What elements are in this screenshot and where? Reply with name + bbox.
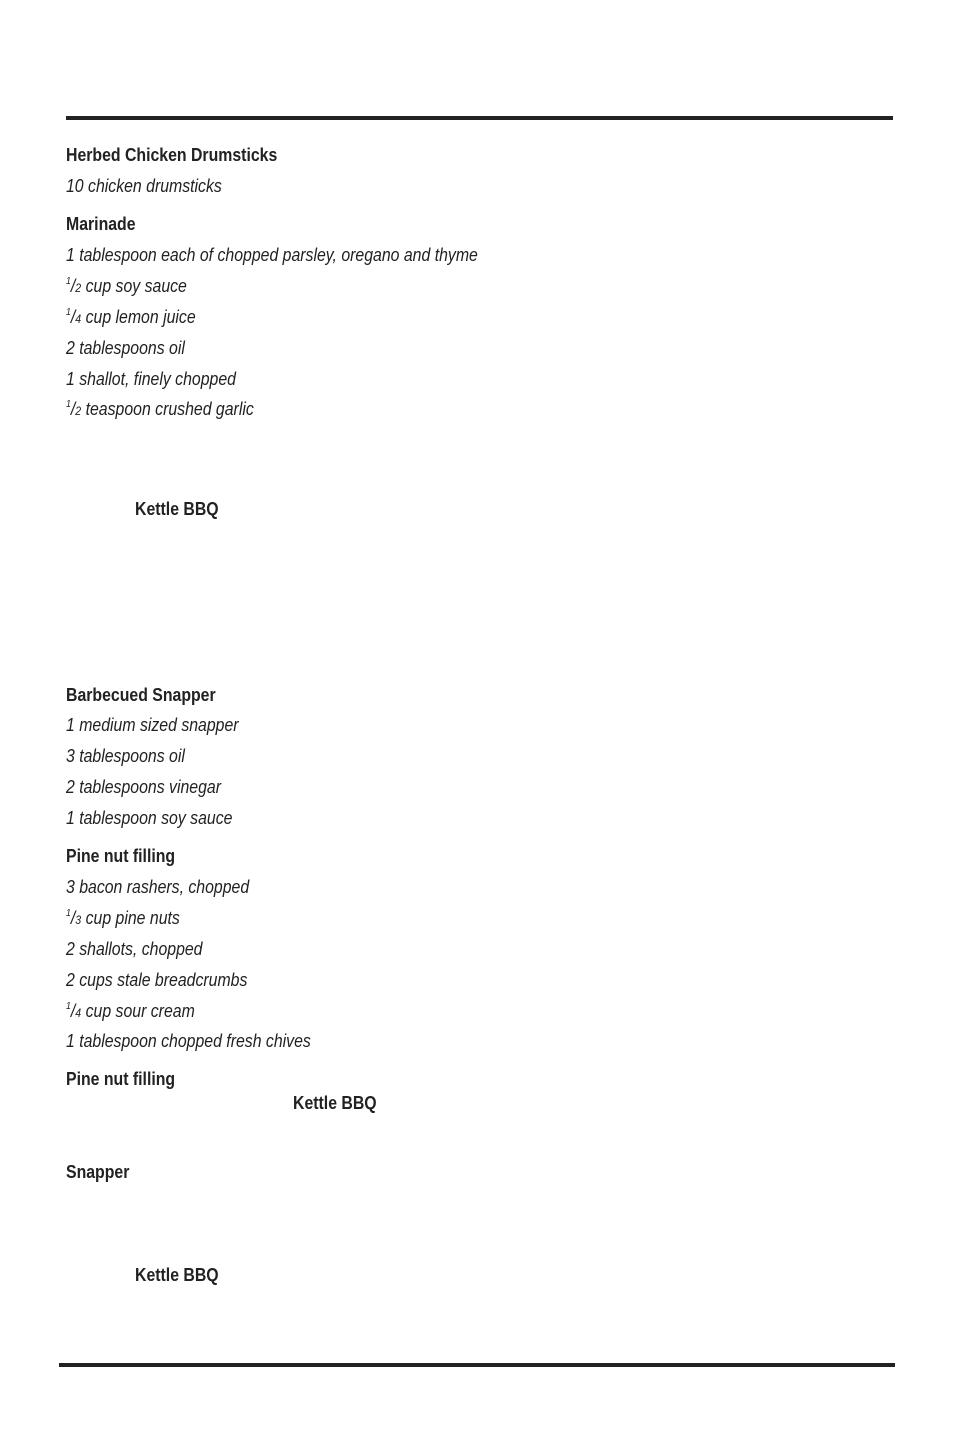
ingredient-line: 2 cups stale breadcrumbs [66, 970, 248, 990]
ingredient-line: $^1$/2 teaspoon crushed garlic [66, 399, 254, 419]
ingredient-line: $^1$/4 cup lemon juice [66, 307, 196, 327]
top-rule [66, 116, 893, 120]
ingredient-line: 3 bacon rashers, chopped [66, 877, 250, 897]
ingredient-line: 1 shallot, finely chopped [66, 369, 236, 389]
main-ingredient: 10 chicken drumsticks [66, 176, 222, 196]
bbq-type-label: Kettle BBQ [293, 1093, 377, 1113]
ingredient-line: 1 medium sized snapper [66, 715, 239, 735]
recipe-title-chicken: Herbed Chicken Drumsticks [66, 145, 278, 165]
snapper-heading: Snapper [66, 1162, 130, 1182]
ingredient-line: $^1$/3 cup pine nuts [66, 908, 180, 928]
ingredient-line: $^1$/4 cup sour cream [66, 1001, 195, 1021]
marinade-heading: Marinade [66, 214, 136, 234]
ingredient-line: 2 shallots, chopped [66, 939, 203, 959]
ingredient-line: 1 tablespoon each of chopped parsley, oregano and thyme [66, 245, 478, 265]
bottom-rule [59, 1363, 895, 1367]
bbq-type-label: Kettle BBQ [135, 1265, 219, 1285]
ingredient-line: 2 tablespoons vinegar [66, 777, 221, 797]
ingredient-line: 2 tablespoons oil [66, 338, 185, 358]
filling-heading: Pine nut filling [66, 846, 176, 866]
ingredient-line: 1 tablespoon soy sauce [66, 808, 233, 828]
ingredient-line: $^1$/2 cup soy sauce [66, 276, 187, 296]
recipe-title-snapper: Barbecued Snapper [66, 685, 216, 705]
filling-method-heading: Pine nut filling [66, 1069, 176, 1089]
ingredient-line: 1 tablespoon chopped fresh chives [66, 1031, 311, 1051]
bbq-type-label: Kettle BBQ [135, 499, 219, 519]
ingredient-line: 3 tablespoons oil [66, 746, 185, 766]
